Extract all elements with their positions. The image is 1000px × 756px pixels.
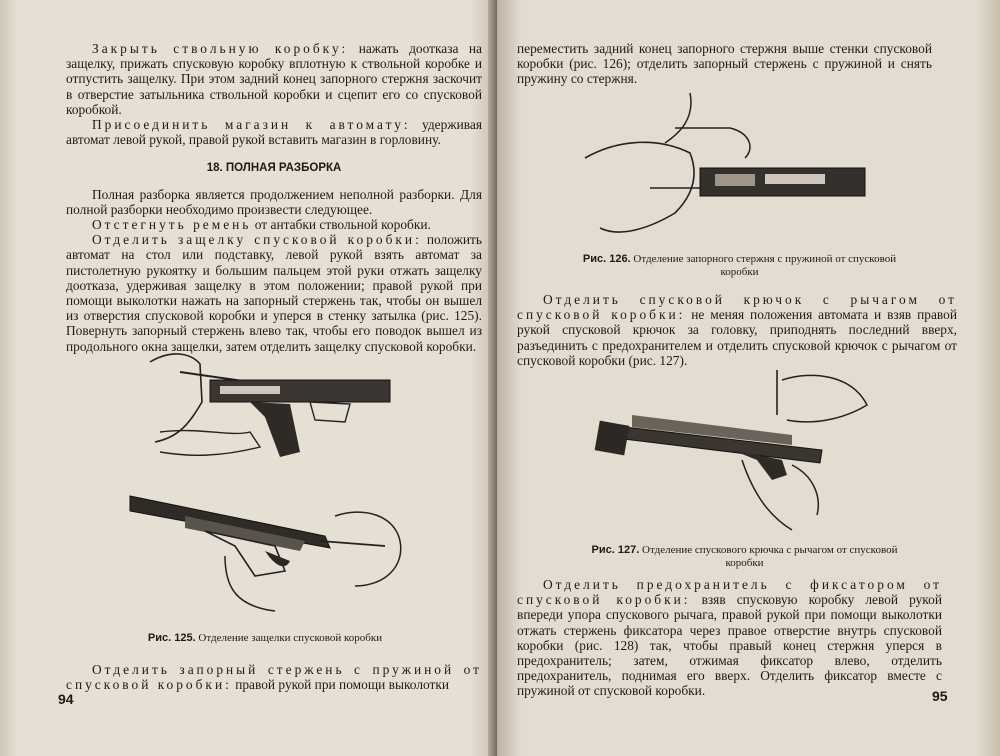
paragraph (66, 217, 482, 232)
figure-125-top-illustration (140, 342, 400, 467)
paragraph (66, 117, 482, 147)
figure-125-caption (100, 632, 430, 645)
paragraph (66, 662, 482, 692)
paragraph-lead: Отделить предохранитель с фиксатором от спусковой коробки: (517, 577, 942, 608)
paragraph-lead: Отделить запорный стержень с пружиной от спусковой коробки: (66, 662, 482, 693)
left-text-bottom (66, 662, 482, 692)
paragraph-lead: Закрыть ствольную коробку: (92, 41, 349, 56)
caption-text: Отделение защелки спусковой коробки (198, 632, 383, 644)
paragraph-body: правой рукой при помощи выколотки (235, 677, 450, 693)
paragraph (66, 41, 482, 117)
figure-126-illustration (580, 88, 870, 243)
paragraph (517, 292, 957, 368)
figure-127-caption (587, 544, 902, 570)
figure-125-bottom-illustration (125, 486, 415, 616)
paragraph: переместить задний конец запорного стержня выше стенки спусковой коробки (рис. 126); отделить запорный стержень с пружиной и снять пружину со стержня. (517, 41, 932, 87)
figure-126-caption (572, 253, 907, 279)
paragraph: Полная разборка является продолжением неполной разборки. Для полной разборки необходимо произвести следующее. (66, 186, 482, 217)
paragraph-body: удерживая автомат левой рукой, правой рукой вставить магазин в горловину. (66, 117, 482, 148)
paragraph (66, 232, 482, 354)
right-page (497, 0, 1000, 756)
page-number: 94 (58, 691, 74, 707)
paragraph-body: взяв спусковую коробку левой рукой впереди упора спускового рычага, правой рукой при помощи выколотки отжать стержень фиксатора через правое отверстие внутрь спусковой коробки (рис. 128) так, чтобы правый конец стержня уперся в предохранитель; затем, отжимая фиксатор влево, отделить предохранитель, поднимая его вверх. Отделить фиксатор вместе с пружиной от спусковой коробки. (517, 592, 942, 699)
right-text-top (517, 41, 932, 87)
right-text-bottom (517, 577, 942, 699)
left-page (0, 0, 497, 756)
figure-number: Рис. 125. (147, 632, 196, 644)
section-heading: 18. ПОЛНАЯ РАЗБОРКА (206, 162, 342, 175)
caption-text: Отделение спускового крючка с рычагом от спусковой коробки (642, 544, 898, 569)
paragraph-lead: Отделить защелку спусковой коробки: (92, 232, 422, 248)
paragraph-lead: Присоединить магазин к автомату: (92, 117, 411, 133)
page-number: 95 (932, 688, 948, 704)
left-text-top (66, 41, 482, 354)
figure-number: Рис. 126. (582, 253, 631, 265)
right-text-middle (517, 292, 957, 368)
paragraph-body: не меняя положения автомата и взяв правой рукой спусковой крючок за головку, приподнять последний вверх, разъединить с предохранителем и отделить спусковой крючок с рычагом от спусковой коробки (рис. 127). (517, 307, 957, 368)
paragraph-lead: Отстегнуть ремень (92, 217, 252, 233)
figure-number: Рис. 127. (591, 544, 640, 556)
paragraph-body: положить автомат на стол или подставку, левой рукой взять автомат за пистолетную рукоятку и большим пальцем этой руки отжать защелку доотказа, удерживая защелку в этом положении; правой рукой при помощи выколотки нажать на запорный стержень так, чтобы он вышел из отверстия спусковой коробки и уперся в стенку затылка (рис. 125). Повернуть запорный стержень влево так, чтобы его поводок вышел из продольного окна защелки, затем отделить защелку спусковой коробки. (66, 232, 482, 354)
paragraph (517, 577, 942, 699)
paragraph-lead: Отделить спусковой крючок с рычагом от спусковой коробки: (517, 292, 957, 323)
caption-text: Отделение запорного стержня с пружиной от спусковой коробки (633, 253, 897, 278)
figure-127-illustration (592, 365, 882, 535)
paragraph-body: нажать доотказа на защелку, прижать спусковую коробку вплотную к ствольной коробке и отпустить защелку. При этом задний конец запорного стержня заскочит в отверстие затыльника ствольной коробки и сцепит его со спусковой коробкой. (66, 41, 482, 117)
paragraph-body: от антабки ствольной коробки. (254, 217, 431, 233)
